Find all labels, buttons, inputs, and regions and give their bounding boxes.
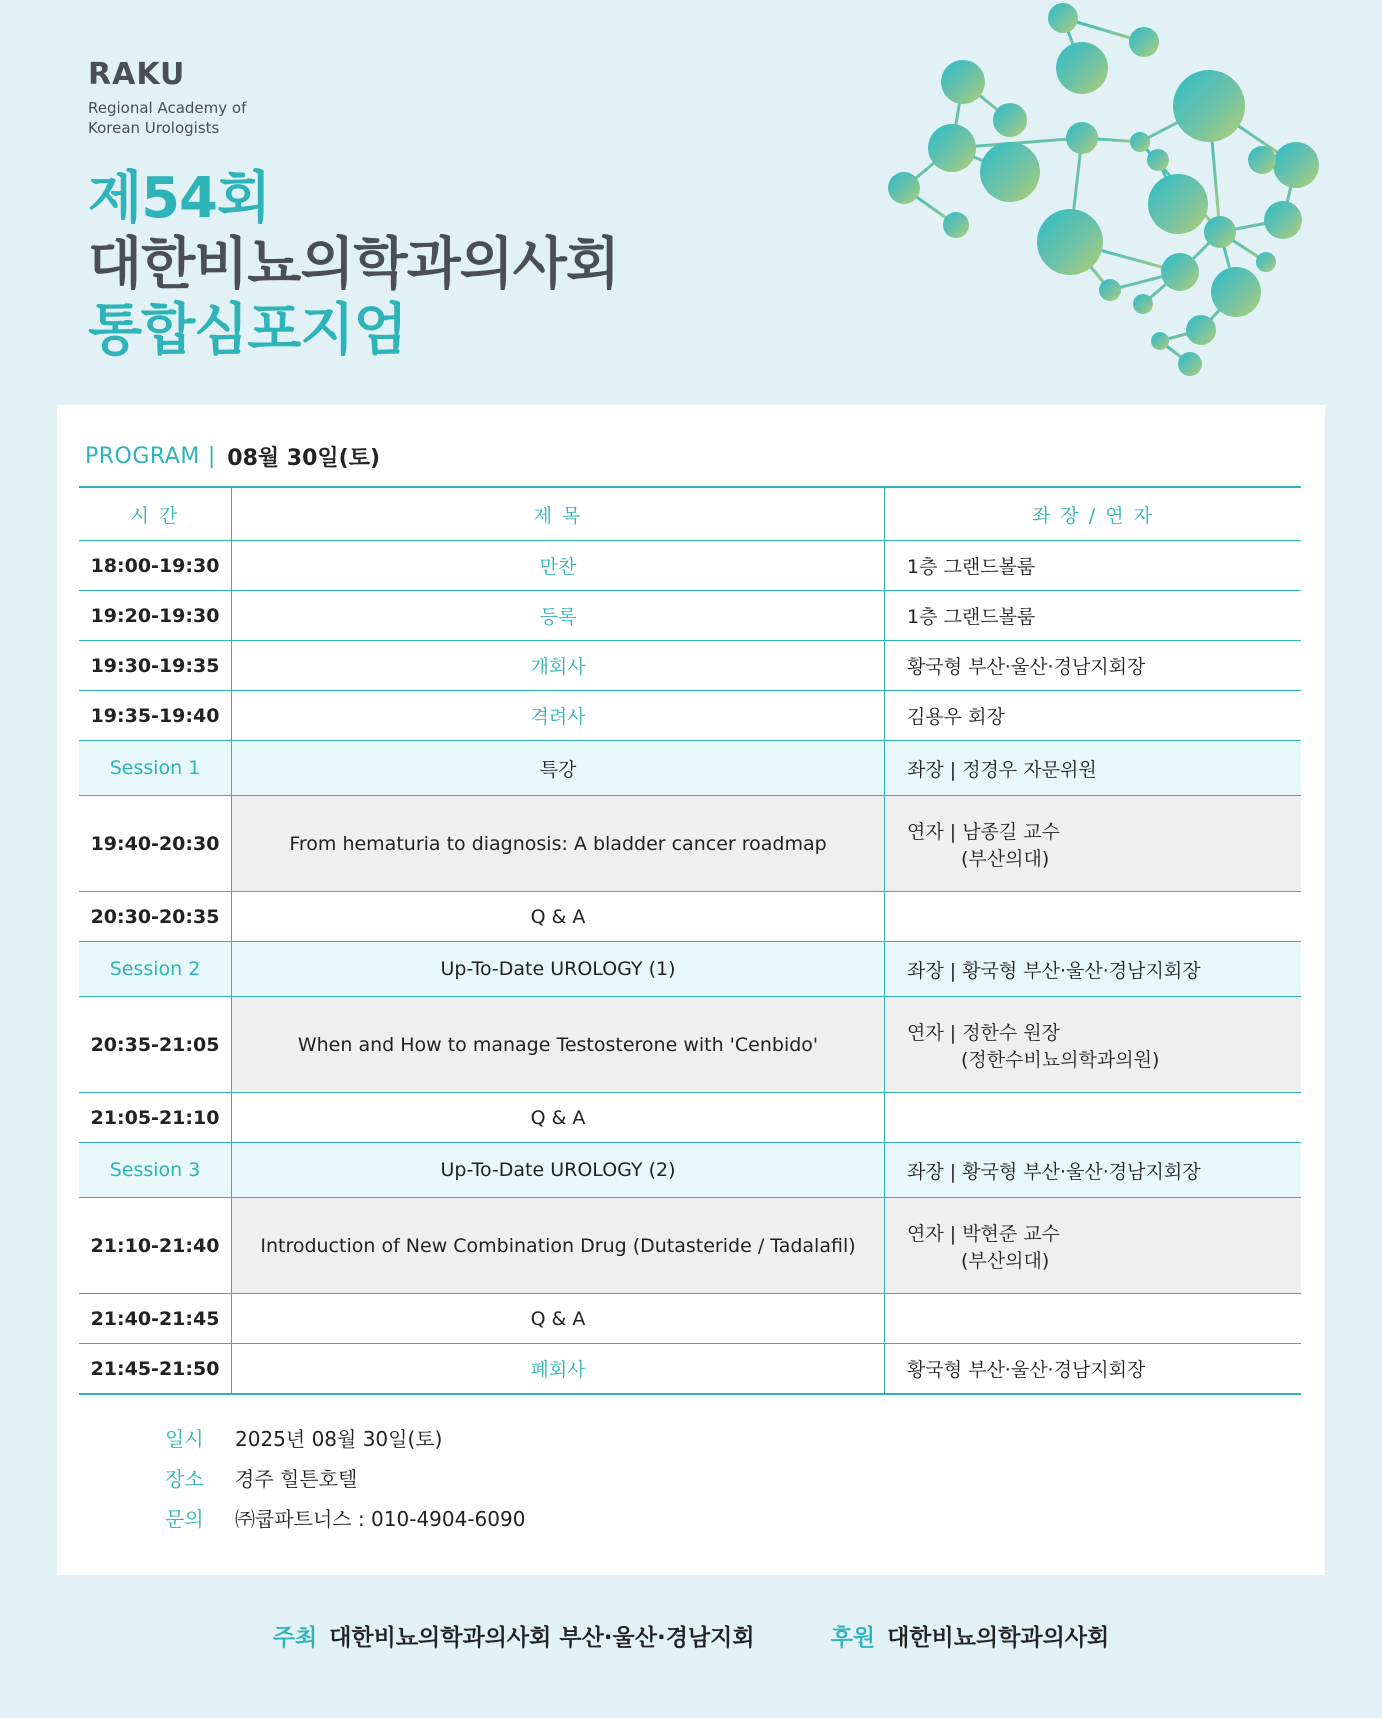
row-chair: 김용우 회장 (885, 691, 1302, 741)
program-date: 08월 30일(토) (227, 446, 381, 471)
row-time: 21:45-21:50 (79, 1344, 232, 1395)
program-panel (57, 405, 1325, 1575)
footer (0, 1619, 1382, 1652)
header-title: 제 목 (232, 487, 885, 541)
row-title: 개회사 (232, 641, 885, 691)
info-date-value: 2025년 08월 30일(토) (235, 1426, 443, 1451)
session-chair: 좌장 | 정경우 자문위원 (885, 741, 1302, 796)
program-heading (85, 441, 380, 472)
table-header-row (79, 487, 1301, 541)
row-chair: 1층 그랜드볼룸 (885, 541, 1302, 591)
lecture-title: When and How to manage Testosterone with 'Cenbido' (232, 997, 885, 1093)
row-time: 20:35-21:05 (79, 997, 232, 1093)
row-title: Q & A (232, 1294, 885, 1344)
table-row (79, 892, 1301, 942)
row-time: 20:30-20:35 (79, 892, 232, 942)
event-title (88, 166, 619, 364)
row-chair: 1층 그랜드볼룸 (885, 591, 1302, 641)
host-value: 대한비뇨의학과의사회 부산·울산·경남지회 (329, 1625, 755, 1651)
table-row (79, 1344, 1301, 1395)
info-date-label: 일시 (165, 1426, 204, 1451)
row-chair (885, 1093, 1302, 1143)
table-row (79, 641, 1301, 691)
logo-name: RAKU (88, 57, 186, 92)
info-place-label: 장소 (165, 1466, 204, 1491)
row-title: 만찬 (232, 541, 885, 591)
host-label: 주최 (272, 1625, 318, 1651)
title-organization: 대한비뇨의학과의사회 (88, 232, 619, 297)
table-row (79, 1294, 1301, 1344)
speaker-affiliation: (정한수비뇨의학과의원) (961, 1048, 1160, 1071)
row-time: 21:05-21:10 (79, 1093, 232, 1143)
lecture-row (79, 997, 1301, 1093)
row-chair (885, 892, 1302, 942)
molecule-network-icon (870, 0, 1360, 390)
speaker-affiliation: (부산의대) (961, 1249, 1050, 1272)
row-time: 18:00-19:30 (79, 541, 232, 591)
speaker-name: 연자 | 정한수 원장 (907, 1021, 1060, 1044)
lecture-speaker (885, 1198, 1302, 1294)
info-place-row (165, 1457, 525, 1497)
info-place-value: 경주 힐튼호텔 (235, 1466, 358, 1491)
session-title: Up-To-Date UROLOGY (2) (232, 1143, 885, 1198)
sponsor-label: 후원 (830, 1625, 876, 1651)
lecture-row (79, 1198, 1301, 1294)
logo (88, 58, 246, 138)
row-title: 등록 (232, 591, 885, 641)
session-row (79, 741, 1301, 796)
info-date-row (165, 1417, 525, 1457)
session-chair: 좌장 | 황국형 부산·울산·경남지회장 (885, 1143, 1302, 1198)
session-label: Session 2 (79, 942, 232, 997)
table-row (79, 591, 1301, 641)
sponsor-value: 대한비뇨의학과의사회 (887, 1625, 1110, 1651)
table-row (79, 541, 1301, 591)
row-time: 21:40-21:45 (79, 1294, 232, 1344)
speaker-name: 연자 | 박현준 교수 (907, 1222, 1060, 1245)
row-chair: 황국형 부산·울산·경남지회장 (885, 641, 1302, 691)
lecture-speaker (885, 796, 1302, 892)
info-contact-value: ㈜쿱파트너스 : 010-4904-6090 (235, 1506, 526, 1531)
row-time: 19:30-19:35 (79, 641, 232, 691)
logo-subtitle (88, 98, 246, 138)
session-title: Up-To-Date UROLOGY (1) (232, 942, 885, 997)
table-row (79, 1093, 1301, 1143)
program-separator: | (207, 444, 216, 469)
title-event: 통합심포지엄 (88, 298, 407, 363)
session-label: Session 3 (79, 1143, 232, 1198)
row-time: 19:20-19:30 (79, 591, 232, 641)
header-time: 시 간 (79, 487, 232, 541)
speaker-name: 연자 | 남종길 교수 (907, 820, 1060, 843)
session-label: Session 1 (79, 741, 232, 796)
header-chair: 좌 장 / 연 자 (885, 487, 1302, 541)
info-contact-row (165, 1497, 525, 1537)
row-title: Q & A (232, 892, 885, 942)
session-row (79, 942, 1301, 997)
lecture-title: From hematuria to diagnosis: A bladder cancer roadmap (232, 796, 885, 892)
session-chair: 좌장 | 황국형 부산·울산·경남지회장 (885, 942, 1302, 997)
row-chair: 황국형 부산·울산·경남지회장 (885, 1344, 1302, 1395)
lecture-title: Introduction of New Combination Drug (Dutasteride / Tadalafil) (232, 1198, 885, 1294)
title-edition: 제54회 (88, 166, 271, 231)
table-row (79, 691, 1301, 741)
row-title: Q & A (232, 1093, 885, 1143)
lecture-row (79, 796, 1301, 892)
program-table (79, 486, 1301, 1395)
row-time: 19:35-19:40 (79, 691, 232, 741)
info-contact-label: 문의 (165, 1506, 204, 1531)
lecture-speaker (885, 997, 1302, 1093)
speaker-affiliation: (부산의대) (961, 847, 1050, 870)
program-label: PROGRAM (85, 444, 200, 469)
row-title: 격려사 (232, 691, 885, 741)
logo-sub-line-2: Korean Urologists (88, 119, 220, 137)
row-time: 19:40-20:30 (79, 796, 232, 892)
row-time: 21:10-21:40 (79, 1198, 232, 1294)
row-chair (885, 1294, 1302, 1344)
row-title: 폐회사 (232, 1344, 885, 1395)
session-title: 특강 (232, 741, 885, 796)
session-row (79, 1143, 1301, 1198)
logo-sub-line-1: Regional Academy of (88, 99, 247, 117)
event-info (165, 1417, 525, 1537)
